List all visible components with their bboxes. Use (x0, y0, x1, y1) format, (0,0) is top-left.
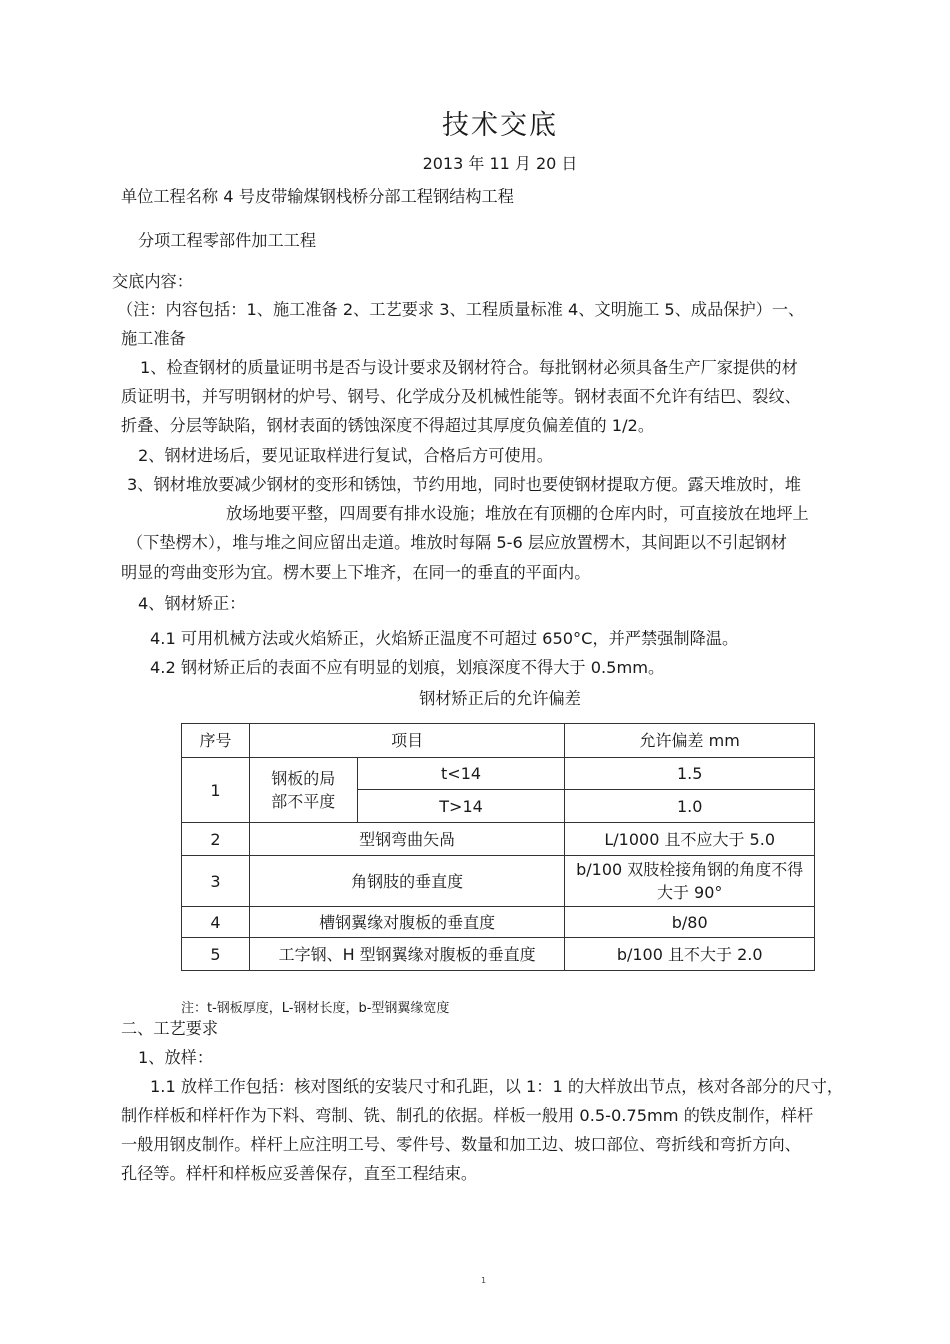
row3-value: b/100 双肢栓接角钢的角度不得大于 90° (565, 856, 815, 907)
table-row (182, 758, 815, 790)
row5-item: 工字钢、H 型钢翼缘对腹板的垂直度 (249, 938, 564, 971)
section2-item1: 1、放样： (138, 1048, 214, 1067)
section2-1-1-line-1: 1.1 放样工作包括：核对图纸的安装尺寸和孔距，以 1：1 的大样放出节点，核对各部分的尺寸， (150, 1077, 844, 1096)
row3-no: 3 (182, 856, 250, 907)
item2-text: 2、钢材进场后，要见证取样进行复试，合格后方可使用。 (138, 446, 553, 465)
row5-no: 5 (182, 938, 250, 971)
header-item: 项目 (249, 724, 564, 758)
table-caption: 钢材矫正后的允许偏差 (419, 689, 581, 708)
row1-no: 1 (182, 758, 250, 823)
table-row (182, 823, 815, 856)
section2-1-1-line-4: 孔径等。样杆和样板应妥善保存，直至工程结束。 (121, 1164, 478, 1183)
row2-value: L/1000 且不应大于 5.0 (565, 823, 815, 856)
item3-line-3: （下垫楞木），堆与堆之间应留出走道。堆放时每隔 5-6 层应放置楞木，其间距以不引起钢材 (127, 533, 787, 552)
item3-line-4: 明显的弯曲变形为宜。楞木要上下堆齐，在同一的垂直的平面内。 (121, 563, 591, 582)
item3-line-2: 放场地要平整，四周要有排水设施；堆放在有顶棚的仓库内时，可直接放在地坪上 (226, 504, 809, 523)
section2-heading: 二、工艺要求 (121, 1019, 219, 1038)
item1-line-3: 折叠、分层等缺陷，钢材表面的锈蚀深度不得超过其厚度负偏差值的 1/2。 (121, 416, 655, 435)
table-note: 注：t-钢板厚度，L-钢材长度，b-型钢翼缘宽度 (181, 1001, 450, 1016)
row4-no: 4 (182, 907, 250, 938)
table-row (182, 907, 815, 938)
note-line-1: （注：内容包括：1、施工准备 2、工艺要求 3、工程质量标准 4、文明施工 5、成品保护）一、 (117, 300, 805, 319)
header-deviation: 允许偏差 mm (565, 724, 815, 758)
row2-no: 2 (182, 823, 250, 856)
row1-value-a: 1.5 (565, 758, 815, 790)
table-row (182, 938, 815, 971)
deviation-table (181, 723, 815, 971)
row4-item: 槽钢翼缘对腹板的垂直度 (249, 907, 564, 938)
item3-line-1: 3、钢材堆放要减少钢材的变形和锈蚀，节约用地，同时也要使钢材提取方便。露天堆放时，堆 (127, 475, 801, 494)
row1-item: 钢板的局部不平度 (249, 758, 357, 823)
row4-value: b/80 (565, 907, 815, 938)
section2-1-1-line-3: 一般用钢皮制作。样杆上应注明工号、零件号、数量和加工边、坡口部位、弯折线和弯折方向、 (121, 1135, 801, 1154)
note-line-2: 施工准备 (121, 329, 186, 348)
document-date: 2013 年 11 月 20 日 (422, 154, 578, 173)
unit-project-line: 单位工程名称 4 号皮带输煤钢栈桥分部工程钢结构工程 (121, 187, 514, 206)
header-no: 序号 (182, 724, 250, 758)
item4-heading: 4、钢材矫正： (138, 594, 246, 613)
page-number: 1 (481, 1276, 487, 1285)
item1-line-2: 质证明书，并写明钢材的炉号、钢号、化学成分及机械性能等。钢材表面不允许有结巴、裂纹、 (121, 387, 801, 406)
item4-2-text: 4.2 钢材矫正后的表面不应有明显的划痕，划痕深度不得大于 0.5mm。 (150, 658, 665, 677)
row3-item: 角钢肢的垂直度 (249, 856, 564, 907)
table-row (182, 856, 815, 907)
sub-project-line: 分项工程零部件加工工程 (138, 231, 317, 250)
row1-value-b: 1.0 (565, 790, 815, 823)
item4-1-text: 4.1 可用机械方法或火焰矫正，火焰矫正温度不可超过 650°C，并严禁强制降温。 (150, 629, 739, 648)
content-heading: 交底内容： (112, 272, 193, 291)
row5-value: b/100 且不大于 2.0 (565, 938, 815, 971)
row1-condition-a: t<14 (357, 758, 565, 790)
document-title: 技术交底 (442, 110, 558, 141)
row2-item: 型钢弯曲矢咼 (249, 823, 564, 856)
item1-line-1: 1、检查钢材的质量证明书是否与设计要求及钢材符合。每批钢材必须具备生产厂家提供的材 (140, 358, 798, 377)
section2-1-1-line-2: 制作样板和样杆作为下料、弯制、铣、制孔的依据。样板一般用 0.5-0.75mm 的铁皮制作，样杆 (121, 1106, 814, 1125)
row1-condition-b: T>14 (357, 790, 565, 823)
table-header-row (182, 724, 815, 758)
